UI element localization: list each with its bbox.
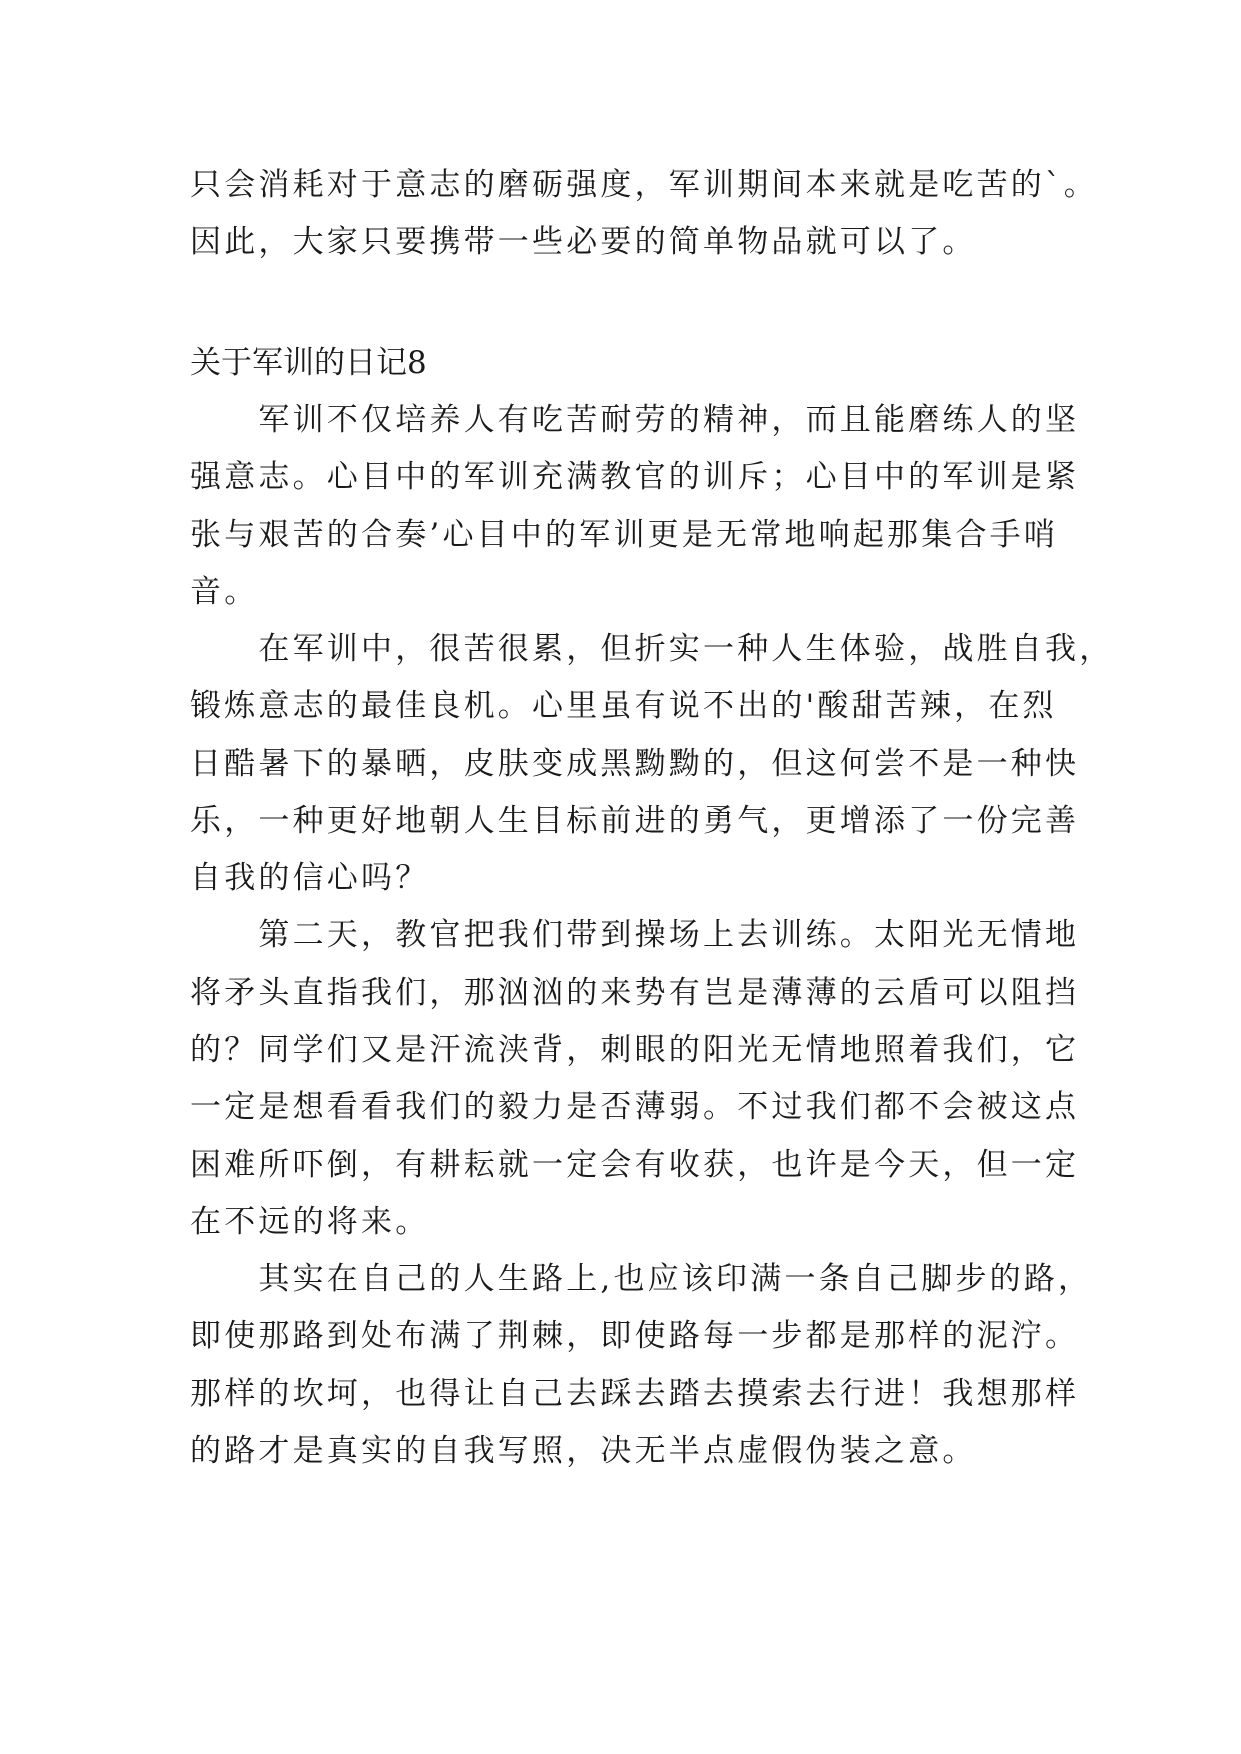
text-line: 一定是想看看我们的毅力是否薄弱。不过我们都不会被这点 [190, 1089, 1080, 1125]
text-line: 自我的信心吗？ [190, 860, 430, 896]
text-line: 在不远的将来。 [190, 1204, 430, 1240]
text-line: 锻炼意志的最佳良机。心里虽有说不出的'酸甜苦辣，在烈 [190, 688, 1057, 724]
text-line: 因此，大家只要携带一些必要的简单物品就可以了。 [190, 224, 977, 260]
text-line: 的？同学们又是汗流浃背，刺眼的阳光无情地照着我们，它 [190, 1032, 1080, 1068]
text-line: 强意志。心目中的军训充满教官的训斥；心目中的军训是紧 [190, 459, 1080, 495]
text-line: 困难所吓倒，有耕耘就一定会有收获，也许是今天，但一定 [190, 1147, 1080, 1183]
text-line: 即使那路到处布满了荆棘，即使路每一步都是那样的泥泞。 [190, 1318, 1080, 1354]
text-line: 将矛头直指我们，那汹汹的来势有岂是薄薄的云盾可以阻挡 [190, 975, 1080, 1011]
text-line: 只会消耗对于意志的磨砺强度，军训期间本来就是吃苦的`。 [190, 167, 1098, 203]
text-line: 其实在自己的人生路上,也应该印满一条自己脚步的路， [190, 1261, 1093, 1297]
text-line: 第二天，教官把我们带到操场上去训练。太阳光无情地 [190, 917, 1080, 953]
section-heading: 关于军训的日记8 [190, 345, 427, 381]
text-line: 乐，一种更好地朝人生目标前进的勇气，更增添了一份完善 [190, 803, 1080, 839]
text-line: 在军训中，很苦很累，但折实一种人生体验，战胜自我， [190, 631, 1114, 667]
text-line: 的路才是真实的自我写照，决无半点虚假伪装之意。 [190, 1433, 977, 1469]
text-line: 张与艰苦的合奏’心目中的军训更是无常地响起那集合手哨 [190, 517, 1059, 553]
text-line: 那样的坎坷，也得让自己去踩去踏去摸索去行进！我想那样 [190, 1376, 1080, 1412]
text-line: 军训不仅培养人有吃苦耐劳的精神，而且能磨练人的坚 [190, 402, 1080, 438]
text-line: 音。 [190, 574, 259, 610]
text-line: 日酷暑下的暴晒，皮肤变成黑黝黝的，但这何尝不是一种快 [190, 746, 1080, 782]
